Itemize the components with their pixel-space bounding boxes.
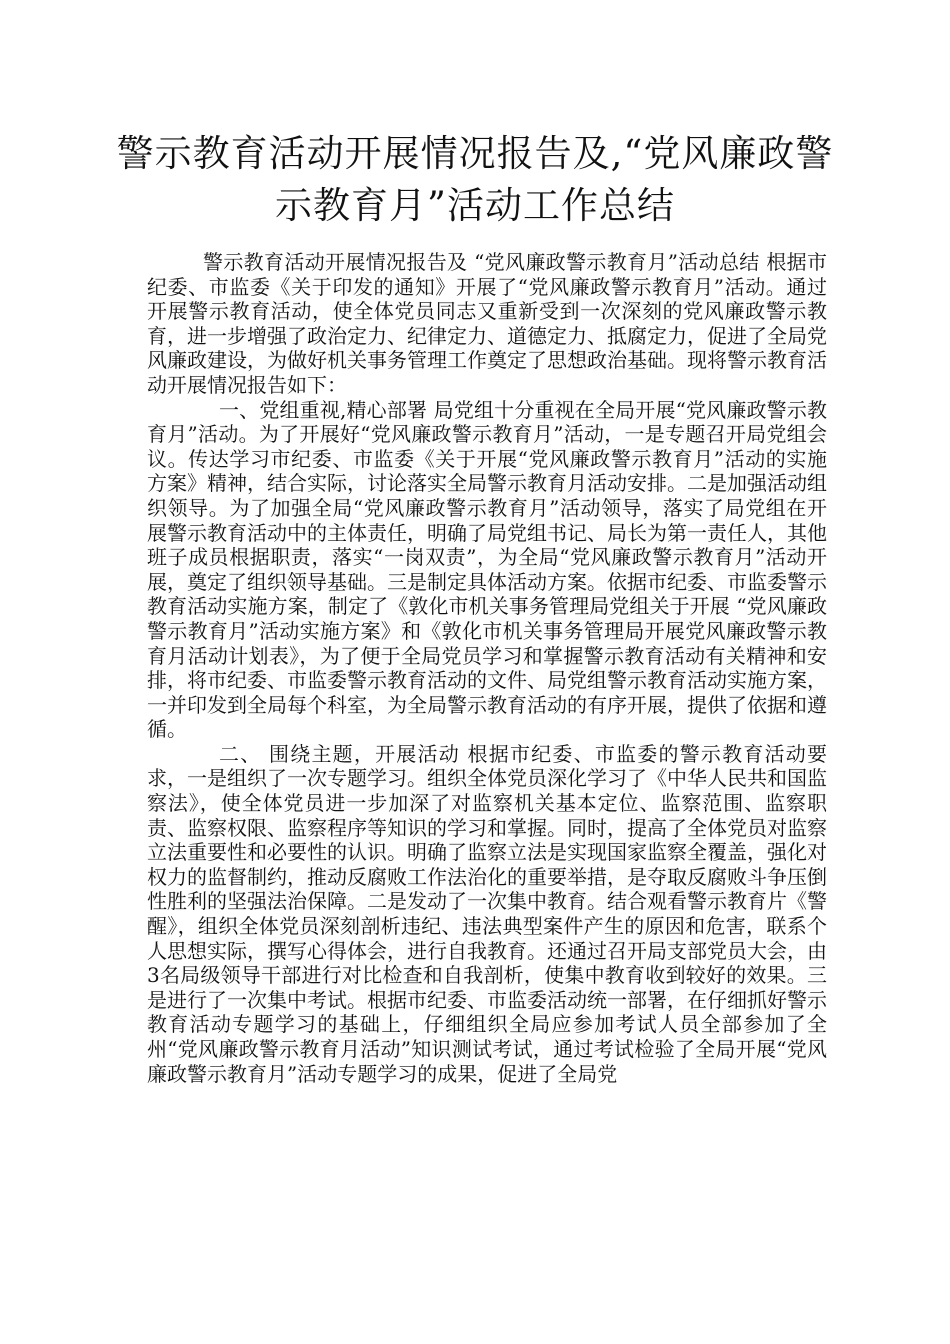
paragraph-intro: 警示教育活动开展情况报告及 “党风廉政警示教育月”活动总结 根据市纪委、市监委《关于印发的通知》开展了“党风廉政警示教育月”活动。通过开展警示教育活动，使全体党员同志又重新受到一次深刻的党风廉政警示教育，进一步增强了政治定力、纪律定力、道德定力、抵腐定力，促进了全局党风廉政建设，为做好机关事务管理工作奠定了思想政治基础。现将警示教育活动开展情况报告如下：	[147, 250, 827, 397]
paragraph-section-2: 二、 围绕主题，开展活动 根据市纪委、市监委的警示教育活动要求，一是组织了一次专题学习。组织全体党员深化学习了《中华人民共和国监察法》，使全体党员进一步加深了对监察机关基本定位、监察范围、监察职责、监察权限、监察程序等知识的学习和掌握。同时，提高了全体党员对监察立法重要性和必要性的认识。明确了监察立法是实现国家监察全覆盖，强化对权力的监督制约，推动反腐败工作法治化的重要举措，是夺取反腐败斗争压倒性胜利的坚强法治保障。二是发动了一次集中教育。结合观看警示教育片《警醒》，组织全体党员深刻剖析违纪、违法典型案件产生的原因和危害，联系个人思想实际，撰写心得体会，进行自我教育。还通过召开局支部党员大会，由3名局级领导干部进行对比检查和自我剖析，使集中教育收到较好的效果。三是进行了一次集中考试。根据市纪委、市监委活动统一部署，在仔细抓好警示教育活动专题学习的基础上，仔细组织全局应参加考试人员全部参加了全州“党风廉政警示教育月活动”知识测试考试，通过考试检验了全局开展“党风廉政警示教育月”活动专题学习的成果，促进了全局党	[147, 741, 827, 1086]
document-body	[147, 250, 827, 1086]
paragraph-section-1: 一、党组重视,精心部署 局党组十分重视在全局开展“党风廉政警示教育月”活动。为了开展好“党风廉政警示教育月”活动，一是专题召开局党组会议。传达学习市纪委、市监委《关于开展“党风廉政警示教育月”活动的实施方案》精神，结合实际，讨论落实全局警示教育月活动安排。二是加强活动组织领导。为了加强全局“党风廉政警示教育月”活动领导，落实了局党组在开展警示教育活动中的主体责任，明确了局党组书记、局长为第一责任人，其他班子成员根据职责，落实“一岗双责”，为全局“党风廉政警示教育月”活动开展，奠定了组织领导基础。三是制定具体活动方案。依据市纪委、市监委警示教育活动实施方案，制定了《敦化市机关事务管理局党组关于开展 “党风廉政警示教育月”活动实施方案》和《敦化市机关事务管理局开展党风廉政警示教育月活动计划表》，为了便于全局党员学习和掌握警示教育活动有关精神和安排，将市纪委、市监委警示教育活动的文件、局党组警示教育活动实施方案，一并印发到全局每个科室，为全局警示教育活动的有序开展，提供了依据和遵循。	[147, 397, 827, 742]
document-title: 警示教育活动开展情况报告及,“党风廉政警示教育月”活动工作总结	[116, 132, 834, 227]
